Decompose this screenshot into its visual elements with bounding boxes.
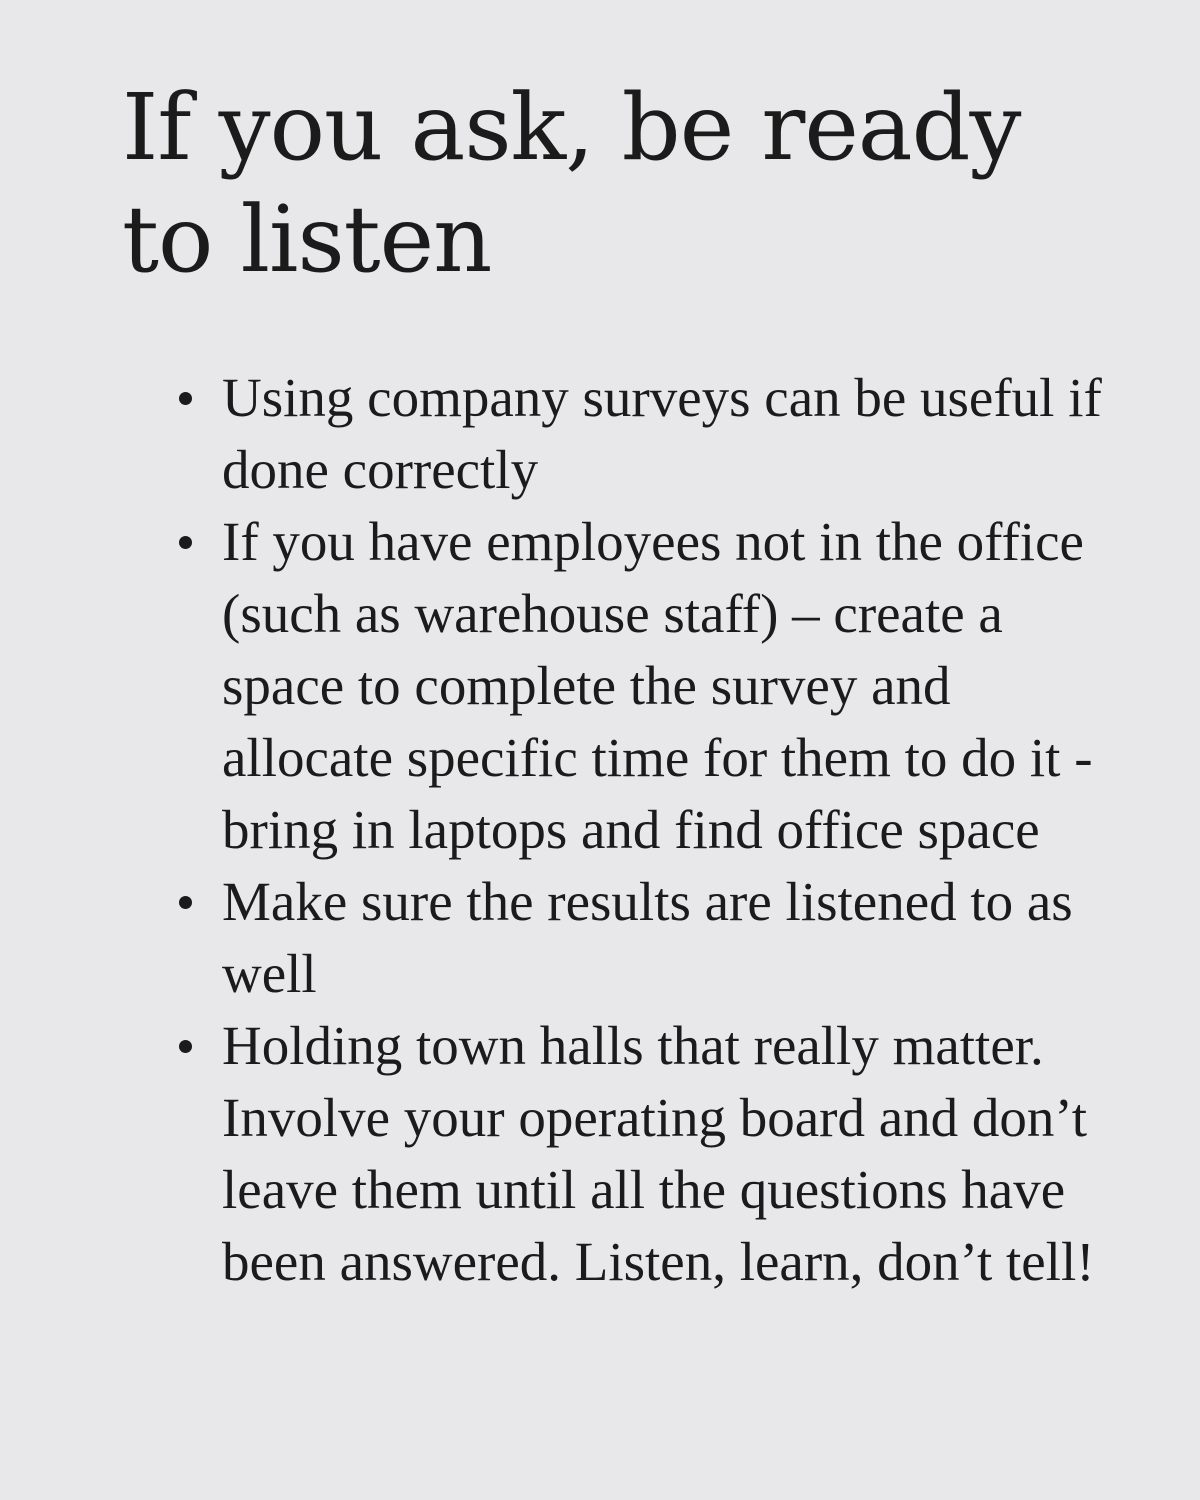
bullet-dot-icon: [179, 896, 192, 909]
bullet-dot-icon: [179, 536, 192, 549]
list-item-text: Using company surveys can be useful if done correctly: [222, 367, 1102, 500]
bullet-dot-icon: [179, 1040, 192, 1053]
list-item: [222, 362, 1112, 506]
list-item: [222, 506, 1112, 866]
list-item-text: Holding town halls that really matter. Involve your operating board and don’t leave them until all the questions have been answered. Listen, learn, don’t tell!: [222, 1015, 1095, 1292]
list-item-text: Make sure the results are listened to as well: [222, 871, 1073, 1004]
bullet-list: [222, 362, 1112, 1298]
bullet-dot-icon: [179, 392, 192, 405]
page-title: If you ask, be ready to listen: [122, 74, 1021, 293]
list-item-text: If you have employees not in the office (such as warehouse staff) – create a space to complete the survey and allocate specific time for them to do it - bring in laptops and find office space: [222, 511, 1093, 860]
list-item: [222, 1010, 1112, 1298]
list-item: [222, 866, 1112, 1010]
